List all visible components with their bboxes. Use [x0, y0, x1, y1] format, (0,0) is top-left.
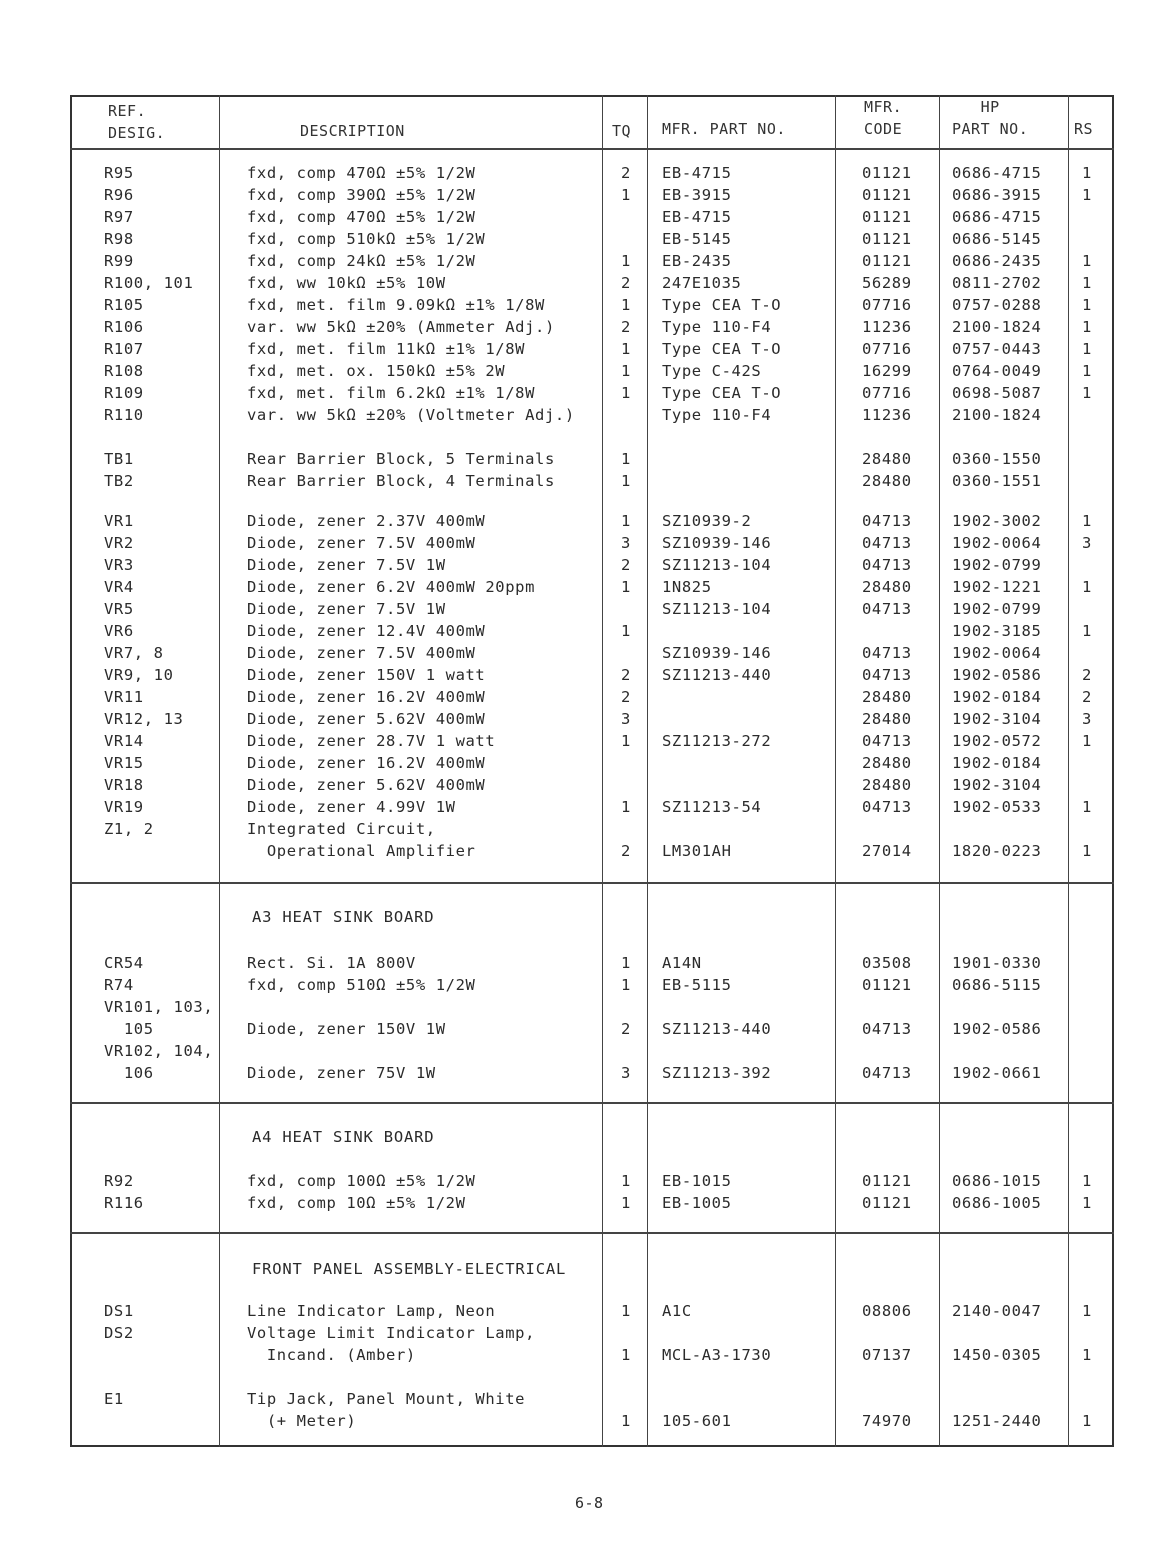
table-cell-tq: 3	[621, 534, 631, 552]
table-cell-ref: VR7, 8	[104, 644, 164, 662]
table-cell-hp: 0764-0049	[952, 362, 1042, 380]
table-cell-desc: fxd, comp 390Ω ±5% 1/2W	[247, 186, 476, 204]
table-cell-rs: 1	[1082, 362, 1092, 380]
table-cell-mfr: EB-4715	[662, 208, 732, 226]
col-divider	[1068, 95, 1069, 1447]
table-cell-hp: 1902-0586	[952, 1020, 1042, 1038]
section-title: A3 HEAT SINK BOARD	[252, 908, 435, 926]
table-cell-desc: Diode, zener 6.2V 400mW 20ppm	[247, 578, 536, 596]
table-cell-desc: Diode, zener 5.62V 400mW	[247, 776, 486, 794]
section-title: A4 HEAT SINK BOARD	[252, 1128, 435, 1146]
table-cell-mfr: Type CEA T-O	[662, 296, 782, 314]
table-cell-mfr: SZ11213-54	[662, 798, 762, 816]
table-cell-mfr: Type 110-F4	[662, 318, 772, 336]
table-cell-tq: 3	[621, 1064, 631, 1082]
table-cell-rs: 1	[1082, 1302, 1092, 1320]
table-cell-hp: 1902-3002	[952, 512, 1042, 530]
table-cell-code: 16299	[862, 362, 912, 380]
table-cell-ref: VR102, 104,	[104, 1042, 214, 1060]
table-cell-code: 04713	[862, 534, 912, 552]
table-cell-ref: 105	[104, 1020, 154, 1038]
table-cell-ref: VR12, 13	[104, 710, 184, 728]
table-cell-hp: 0757-0288	[952, 296, 1042, 314]
table-cell-tq: 1	[621, 296, 631, 314]
table-cell-hp: 1450-0305	[952, 1346, 1042, 1364]
table-cell-desc: fxd, comp 10Ω ±5% 1/2W	[247, 1194, 466, 1212]
table-cell-code: 01121	[862, 186, 912, 204]
table-cell-mfr: Type CEA T-O	[662, 384, 782, 402]
table-cell-code: 11236	[862, 406, 912, 424]
table-cell-ref: VR3	[104, 556, 134, 574]
table-cell-desc: Rect. Si. 1A 800V	[247, 954, 416, 972]
table-cell-tq: 3	[621, 710, 631, 728]
table-cell-tq: 1	[621, 472, 631, 490]
section-divider	[70, 1232, 1114, 1234]
table-cell-tq: 1	[621, 1346, 631, 1364]
table-cell-mfr: EB-3915	[662, 186, 732, 204]
table-cell-tq: 2	[621, 842, 631, 860]
table-cell-tq: 1	[621, 450, 631, 468]
table-cell-code: 28480	[862, 776, 912, 794]
table-cell-code: 11236	[862, 318, 912, 336]
table-cell-hp: 1901-0330	[952, 954, 1042, 972]
table-cell-desc: (+ Meter)	[247, 1412, 357, 1430]
table-cell-mfr: Type C-42S	[662, 362, 762, 380]
table-cell-code: 28480	[862, 450, 912, 468]
table-cell-rs: 1	[1082, 622, 1092, 640]
header-tq: TQ	[612, 122, 632, 140]
table-cell-code: 04713	[862, 732, 912, 750]
table-cell-ref: R105	[104, 296, 144, 314]
table-cell-ref: VR9, 10	[104, 666, 174, 684]
table-cell-desc: fxd, comp 470Ω ±5% 1/2W	[247, 208, 476, 226]
table-cell-desc: Voltage Limit Indicator Lamp,	[247, 1324, 536, 1342]
table-cell-mfr: SZ11213-272	[662, 732, 772, 750]
table-cell-desc: Tip Jack, Panel Mount, White	[247, 1390, 526, 1408]
table-cell-rs: 1	[1082, 274, 1092, 292]
table-cell-mfr: SZ10939-146	[662, 534, 772, 552]
table-cell-desc: Diode, zener 7.5V 1W	[247, 600, 446, 618]
table-cell-tq: 1	[621, 512, 631, 530]
table-cell-hp: 0686-4715	[952, 164, 1042, 182]
table-cell-mfr: SZ10939-2	[662, 512, 752, 530]
table-cell-hp: 0811-2702	[952, 274, 1042, 292]
table-cell-ref: DS1	[104, 1302, 134, 1320]
table-cell-code: 28480	[862, 754, 912, 772]
table-cell-tq: 1	[621, 954, 631, 972]
table-cell-tq: 1	[621, 1172, 631, 1190]
table-cell-ref: R99	[104, 252, 134, 270]
table-cell-rs: 3	[1082, 710, 1092, 728]
table-cell-rs: 1	[1082, 318, 1092, 336]
table-cell-desc: Line Indicator Lamp, Neon	[247, 1302, 496, 1320]
table-cell-desc: Diode, zener 150V 1W	[247, 1020, 446, 1038]
table-cell-ref: TB2	[104, 472, 134, 490]
table-cell-desc: var. ww 5kΩ ±20% (Ammeter Adj.)	[247, 318, 555, 336]
table-cell-ref: R106	[104, 318, 144, 336]
table-cell-desc: fxd, comp 24kΩ ±5% 1/2W	[247, 252, 476, 270]
col-divider	[602, 95, 603, 1447]
table-cell-hp: 0686-1005	[952, 1194, 1042, 1212]
table-cell-desc: Diode, zener 16.2V 400mW	[247, 754, 486, 772]
table-cell-mfr: Type CEA T-O	[662, 340, 782, 358]
table-cell-ref: R109	[104, 384, 144, 402]
table-cell-desc: Diode, zener 5.62V 400mW	[247, 710, 486, 728]
table-cell-mfr: LM301AH	[662, 842, 732, 860]
table-cell-rs: 1	[1082, 842, 1092, 860]
table-cell-ref: VR18	[104, 776, 144, 794]
table-cell-code: 08806	[862, 1302, 912, 1320]
table-cell-code: 04713	[862, 1064, 912, 1082]
table-cell-desc: fxd, comp 510Ω ±5% 1/2W	[247, 976, 476, 994]
table-cell-code: 04713	[862, 644, 912, 662]
table-cell-hp: 2100-1824	[952, 406, 1042, 424]
table-cell-mfr: 105-601	[662, 1412, 732, 1430]
header-divider	[70, 148, 1114, 150]
table-cell-hp: 0698-5087	[952, 384, 1042, 402]
table-cell-rs: 1	[1082, 340, 1092, 358]
table-cell-ref: VR15	[104, 754, 144, 772]
table-cell-rs: 1	[1082, 798, 1092, 816]
col-divider	[647, 95, 648, 1447]
table-cell-ref: VR1	[104, 512, 134, 530]
table-cell-ref: TB1	[104, 450, 134, 468]
table-cell-tq: 1	[621, 732, 631, 750]
table-cell-hp: 0360-1550	[952, 450, 1042, 468]
table-cell-hp: 1902-0661	[952, 1064, 1042, 1082]
section-divider	[70, 1102, 1114, 1104]
table-cell-mfr: SZ11213-440	[662, 1020, 772, 1038]
table-cell-ref: R92	[104, 1172, 134, 1190]
col-divider	[219, 95, 220, 1447]
table-cell-rs: 1	[1082, 186, 1092, 204]
table-cell-tq: 2	[621, 164, 631, 182]
table-cell-hp: 0686-5145	[952, 230, 1042, 248]
table-cell-desc: Operational Amplifier	[247, 842, 476, 860]
table-cell-code: 28480	[862, 578, 912, 596]
page-number: 6-8	[575, 1494, 604, 1512]
table-cell-hp: 1902-3185	[952, 622, 1042, 640]
table-cell-code: 01121	[862, 1194, 912, 1212]
table-cell-tq: 2	[621, 274, 631, 292]
table-cell-code: 01121	[862, 164, 912, 182]
table-cell-rs: 1	[1082, 1346, 1092, 1364]
table-cell-hp: 0757-0443	[952, 340, 1042, 358]
table-cell-ref: R98	[104, 230, 134, 248]
table-cell-tq: 1	[621, 976, 631, 994]
table-cell-mfr: EB-5115	[662, 976, 732, 994]
table-cell-tq: 1	[621, 362, 631, 380]
table-cell-hp: 1902-3104	[952, 710, 1042, 728]
table-cell-mfr: Type 110-F4	[662, 406, 772, 424]
table-cell-hp: 0686-3915	[952, 186, 1042, 204]
table-cell-desc: Integrated Circuit,	[247, 820, 436, 838]
table-cell-desc: fxd, comp 100Ω ±5% 1/2W	[247, 1172, 476, 1190]
table-cell-tq: 2	[621, 666, 631, 684]
table-cell-mfr: 1N825	[662, 578, 712, 596]
table-cell-code: 28480	[862, 688, 912, 706]
table-cell-code: 01121	[862, 1172, 912, 1190]
table-cell-ref: VR4	[104, 578, 134, 596]
table-cell-desc: Diode, zener 75V 1W	[247, 1064, 436, 1082]
table-cell-ref: VR19	[104, 798, 144, 816]
table-cell-tq: 1	[621, 340, 631, 358]
table-cell-code: 01121	[862, 976, 912, 994]
table-cell-ref: Z1, 2	[104, 820, 154, 838]
table-cell-mfr: SZ11213-440	[662, 666, 772, 684]
table-cell-rs: 1	[1082, 296, 1092, 314]
table-cell-desc: Diode, zener 28.7V 1 watt	[247, 732, 496, 750]
header-ref: REF. DESIG.	[108, 102, 166, 142]
table-cell-desc: fxd, met. film 6.2kΩ ±1% 1/8W	[247, 384, 536, 402]
table-cell-mfr: SZ11213-392	[662, 1064, 772, 1082]
table-cell-tq: 1	[621, 1412, 631, 1430]
table-cell-ref: VR2	[104, 534, 134, 552]
table-cell-ref: VR6	[104, 622, 134, 640]
table-cell-ref: R97	[104, 208, 134, 226]
table-cell-rs: 2	[1082, 688, 1092, 706]
table-cell-rs: 1	[1082, 384, 1092, 402]
table-cell-code: 28480	[862, 472, 912, 490]
table-cell-hp: 1902-0572	[952, 732, 1042, 750]
table-cell-hp: 1902-3104	[952, 776, 1042, 794]
table-cell-desc: Incand. (Amber)	[247, 1346, 416, 1364]
table-cell-hp: 0686-1015	[952, 1172, 1042, 1190]
table-cell-mfr: EB-4715	[662, 164, 732, 182]
table-cell-hp: 0686-5115	[952, 976, 1042, 994]
table-cell-ref: R74	[104, 976, 134, 994]
table-cell-code: 01121	[862, 230, 912, 248]
table-cell-rs: 1	[1082, 1412, 1092, 1430]
table-cell-tq: 1	[621, 1194, 631, 1212]
table-cell-desc: Diode, zener 7.5V 400mW	[247, 644, 476, 662]
table-cell-tq: 1	[621, 622, 631, 640]
table-cell-hp: 0360-1551	[952, 472, 1042, 490]
table-cell-rs: 1	[1082, 164, 1092, 182]
table-cell-mfr: SZ11213-104	[662, 600, 772, 618]
table-cell-hp: 0686-2435	[952, 252, 1042, 270]
table-cell-mfr: EB-2435	[662, 252, 732, 270]
table-cell-mfr: EB-5145	[662, 230, 732, 248]
col-divider	[939, 95, 940, 1447]
section-title: FRONT PANEL ASSEMBLY-ELECTRICAL	[252, 1260, 567, 1278]
table-cell-mfr: EB-1015	[662, 1172, 732, 1190]
header-mfr-part: MFR. PART NO.	[662, 120, 786, 138]
table-cell-code: 07716	[862, 340, 912, 358]
table-cell-code: 01121	[862, 208, 912, 226]
table-cell-code: 28480	[862, 710, 912, 728]
table-cell-ref: R107	[104, 340, 144, 358]
table-cell-code: 04713	[862, 556, 912, 574]
table-cell-code: 01121	[862, 252, 912, 270]
table-cell-rs: 1	[1082, 1194, 1092, 1212]
table-cell-rs: 1	[1082, 1172, 1092, 1190]
table-cell-mfr: A1C	[662, 1302, 692, 1320]
table-cell-hp: 1902-0799	[952, 556, 1042, 574]
table-cell-ref: VR101, 103,	[104, 998, 214, 1016]
table-cell-ref: 106	[104, 1064, 154, 1082]
table-cell-hp: 1251-2440	[952, 1412, 1042, 1430]
table-cell-desc: fxd, met. ox. 150kΩ ±5% 2W	[247, 362, 506, 380]
table-cell-rs: 2	[1082, 666, 1092, 684]
table-cell-ref: VR11	[104, 688, 144, 706]
table-cell-desc: var. ww 5kΩ ±20% (Voltmeter Adj.)	[247, 406, 575, 424]
table-cell-desc: fxd, met. film 11kΩ ±1% 1/8W	[247, 340, 526, 358]
table-cell-rs: 1	[1082, 512, 1092, 530]
table-cell-tq: 1	[621, 1302, 631, 1320]
table-cell-mfr: SZ10939-146	[662, 644, 772, 662]
table-cell-rs: 1	[1082, 578, 1092, 596]
table-cell-ref: R95	[104, 164, 134, 182]
table-cell-desc: Rear Barrier Block, 5 Terminals	[247, 450, 555, 468]
table-cell-code: 27014	[862, 842, 912, 860]
table-cell-desc: Diode, zener 150V 1 watt	[247, 666, 486, 684]
table-cell-tq: 1	[621, 252, 631, 270]
table-cell-hp: 1902-0064	[952, 644, 1042, 662]
table-cell-desc: Diode, zener 7.5V 1W	[247, 556, 446, 574]
table-cell-desc: fxd, ww 10kΩ ±5% 10W	[247, 274, 446, 292]
table-cell-code: 04713	[862, 1020, 912, 1038]
header-hp-part: HP PART NO.	[952, 98, 1029, 138]
table-cell-desc: Rear Barrier Block, 4 Terminals	[247, 472, 555, 490]
table-cell-tq: 2	[621, 318, 631, 336]
table-cell-mfr: EB-1005	[662, 1194, 732, 1212]
table-cell-desc: Diode, zener 12.4V 400mW	[247, 622, 486, 640]
table-cell-rs: 1	[1082, 252, 1092, 270]
table-cell-desc: Diode, zener 7.5V 400mW	[247, 534, 476, 552]
table-cell-ref: VR5	[104, 600, 134, 618]
table-cell-tq: 1	[621, 578, 631, 596]
table-cell-hp: 2100-1824	[952, 318, 1042, 336]
table-cell-code: 04713	[862, 666, 912, 684]
table-cell-tq: 1	[621, 798, 631, 816]
table-cell-hp: 0686-4715	[952, 208, 1042, 226]
table-cell-code: 03508	[862, 954, 912, 972]
table-cell-desc: Diode, zener 2.37V 400mW	[247, 512, 486, 530]
table-cell-hp: 1902-0184	[952, 754, 1042, 772]
table-cell-mfr: 247E1035	[662, 274, 742, 292]
table-cell-rs: 3	[1082, 534, 1092, 552]
col-divider	[835, 95, 836, 1447]
table-cell-tq: 1	[621, 186, 631, 204]
table-cell-code: 56289	[862, 274, 912, 292]
table-cell-hp: 1902-0799	[952, 600, 1042, 618]
table-cell-code: 07716	[862, 384, 912, 402]
table-cell-desc: Diode, zener 16.2V 400mW	[247, 688, 486, 706]
table-cell-ref: CR54	[104, 954, 144, 972]
table-cell-code: 07137	[862, 1346, 912, 1364]
table-cell-tq: 2	[621, 556, 631, 574]
table-cell-code: 04713	[862, 600, 912, 618]
table-cell-hp: 1902-0064	[952, 534, 1042, 552]
table-cell-rs: 1	[1082, 732, 1092, 750]
table-cell-desc: fxd, comp 510kΩ ±5% 1/2W	[247, 230, 486, 248]
table-cell-tq: 2	[621, 688, 631, 706]
table-cell-ref: E1	[104, 1390, 124, 1408]
table-cell-code: 07716	[862, 296, 912, 314]
table-cell-desc: fxd, comp 470Ω ±5% 1/2W	[247, 164, 476, 182]
table-cell-code: 04713	[862, 798, 912, 816]
header-mfr-code: MFR. CODE	[864, 98, 903, 138]
table-cell-hp: 1820-0223	[952, 842, 1042, 860]
section-divider	[70, 882, 1114, 884]
table-cell-ref: DS2	[104, 1324, 134, 1342]
table-cell-ref: R96	[104, 186, 134, 204]
table-cell-hp: 2140-0047	[952, 1302, 1042, 1320]
table-cell-mfr: MCL-A3-1730	[662, 1346, 772, 1364]
table-cell-mfr: A14N	[662, 954, 702, 972]
header-rs: RS	[1074, 120, 1094, 138]
table-cell-ref: VR14	[104, 732, 144, 750]
table-cell-ref: R108	[104, 362, 144, 380]
table-cell-desc: Diode, zener 4.99V 1W	[247, 798, 456, 816]
table-cell-ref: R100, 101	[104, 274, 194, 292]
table-cell-code: 74970	[862, 1412, 912, 1430]
table-cell-mfr: SZ11213-104	[662, 556, 772, 574]
table-cell-tq: 2	[621, 1020, 631, 1038]
table-cell-hp: 1902-0184	[952, 688, 1042, 706]
table-cell-ref: R116	[104, 1194, 144, 1212]
table-cell-desc: fxd, met. film 9.09kΩ ±1% 1/8W	[247, 296, 545, 314]
table-cell-hp: 1902-0586	[952, 666, 1042, 684]
table-cell-hp: 1902-1221	[952, 578, 1042, 596]
table-cell-hp: 1902-0533	[952, 798, 1042, 816]
table-cell-tq: 1	[621, 384, 631, 402]
header-description: DESCRIPTION	[300, 122, 405, 140]
table-cell-code: 04713	[862, 512, 912, 530]
table-cell-ref: R110	[104, 406, 144, 424]
